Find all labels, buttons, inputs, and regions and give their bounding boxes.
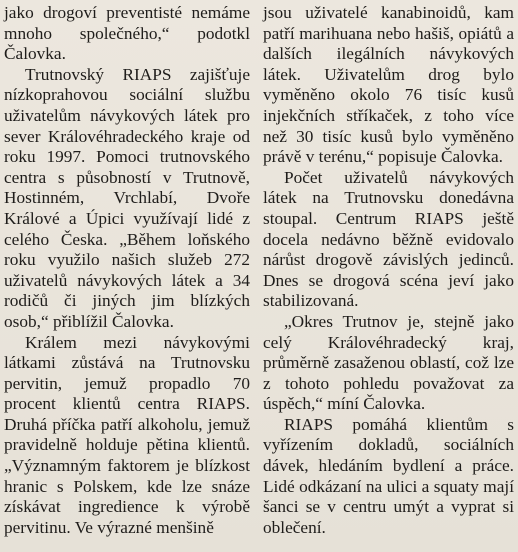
paragraph: Králem mezi návykovými látkami zůstává na Trutnovsku pervitin, jemuž propadlo 70 procent klientů centra RIAPS. Druhá příčka patří alkoholu, jemuž pravidelně holduje pětina klientů. „Významným faktorem je blízkost hranic s Polskem, kde lze snáze získávat ingredience k výrobě pervitinu. Ve výrazné menšině: [4, 332, 250, 537]
paragraph: jako drogoví preventisté nemáme mnoho společného,“ podotkl Čalovka.: [4, 3, 250, 64]
paragraph: Trutnovský RIAPS zajišťuje nízkoprahovou sociální službu uživatelům návykových látek pro sever Královéhradeckého kraje od roku 1997. Pomoci trutnovského centra s působností v Trutnově, Hostinném, Vrchlabí, Dvoře Králové a Úpici využívají lidé z celého Česka. „Během loňského roku využilo našich služeb 272 uživatelů návykových látek a 34 rodičů či jiných jim blízkých osob,“ přiblížil Čalovka.: [4, 64, 250, 331]
paragraph: RIAPS pomáhá klientům s vyřízením dokladů, sociálních dávek, hledáním bydlení a práce. Lidé odkázaní na ulici a squaty mají šanci se v centru umýt a vyprat si oblečení.: [263, 414, 514, 537]
article-column-left: [4, 3, 250, 538]
paragraph: jsou uživatelé kanabinoidů, kam patří marihuana nebo hašiš, opiátů a dalších ilegálních návykových látek. Uživatelům drog bylo vyměněno okolo 76 tisíc kusů injekčních stříkaček, z toho více než 30 tisíc kusů bylo vyměněno právě v terénu,“ popisuje Čalovka.: [263, 3, 514, 167]
paragraph: „Okres Trutnov je, stejně jako celý Královéhradecký kraj, průměrně zasaženou oblastí, což lze z tohoto pohledu považovat za úspěch,“ míní Čalovka.: [263, 311, 514, 414]
paragraph: Počet uživatelů návykových látek na Trutnovsku donedávna stoupal. Centrum RIAPS ještě docela nedávno běžně evidovalo nárůst drogově závislých jedinců. Dnes se drogová scéna jeví jako stabilizovaná.: [263, 167, 514, 311]
article-column-right: [263, 3, 514, 538]
